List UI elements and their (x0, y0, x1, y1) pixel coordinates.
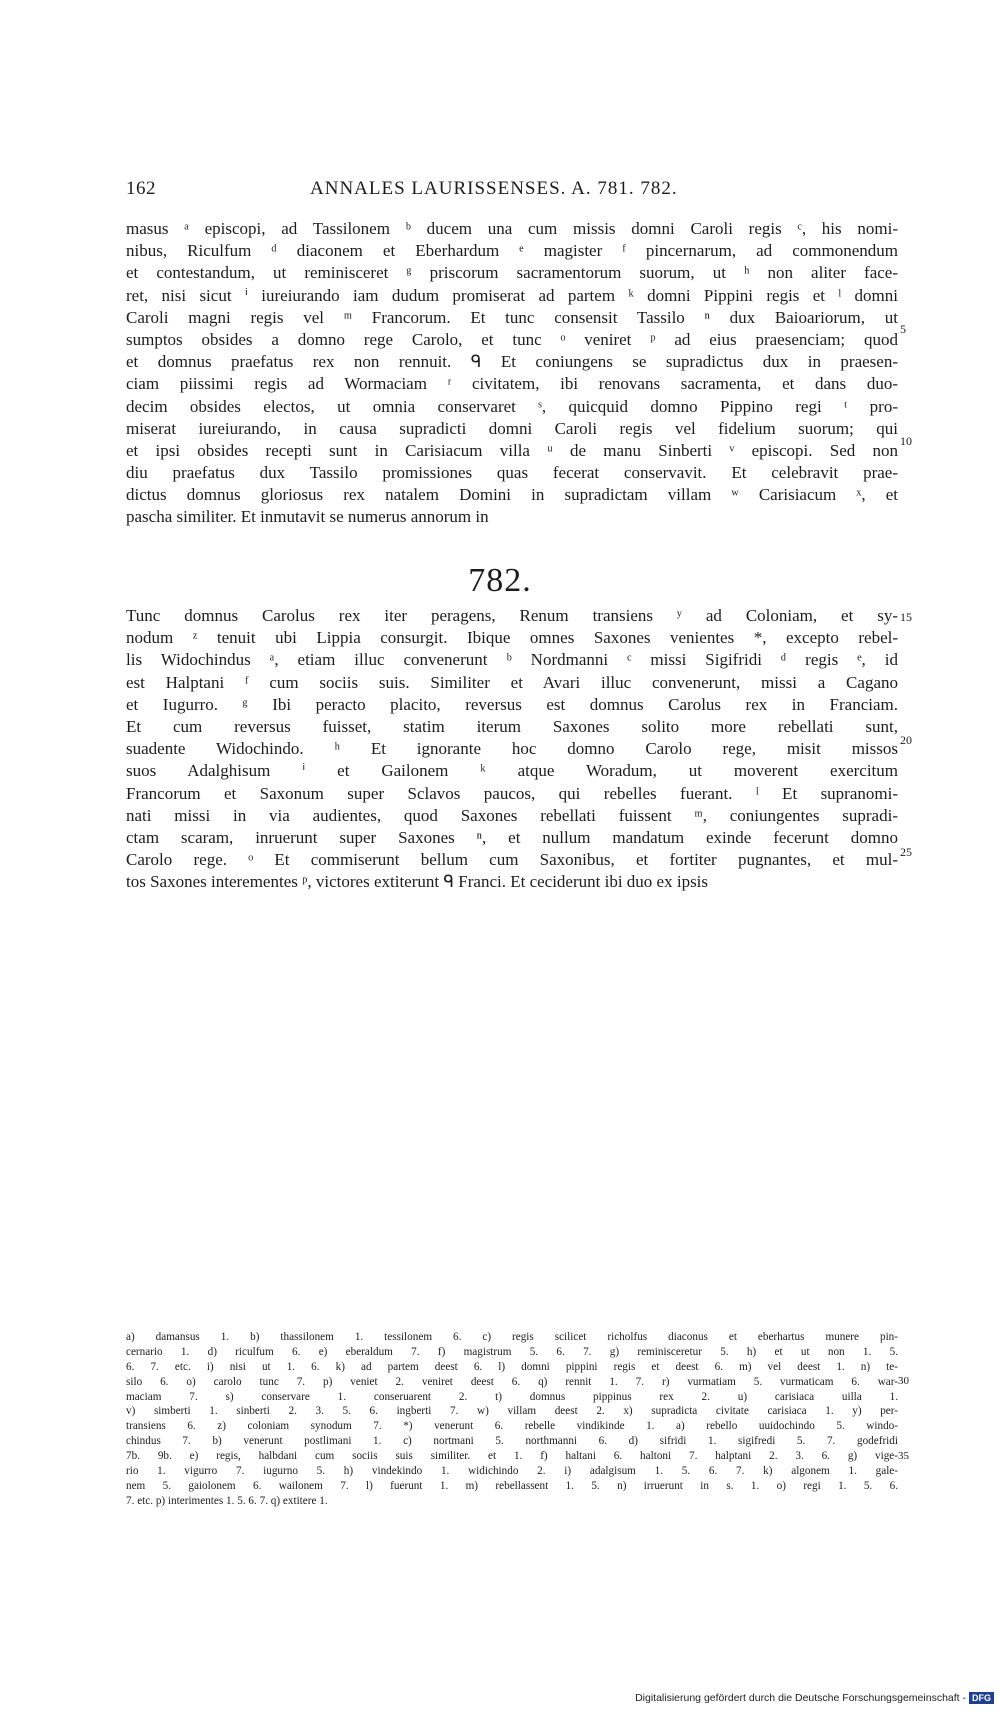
sec781-line (126, 373, 898, 395)
line-text: Et cum reversus fuisset, statim iterum Saxones solito more rebellati sunt, (126, 716, 898, 736)
line-text: suos Adalghisum ⁱ et Gailonem ᵏ atque Woradum, ut moverent exercitum (126, 761, 898, 781)
sec781-line (126, 329, 898, 351)
line-text: et contestandum, ut reminisceret ᵍ priscorum sacramentorum suorum, ut ʰ non aliter face- (126, 263, 898, 283)
line-text: silo 6. o) carolo tunc 7. p) veniet 2. veniret deest 6. q) rennit 1. 7. r) vurmatiam 5. vurmaticam 6. war- (126, 1375, 898, 1388)
line-text: est Halptani ᶠ cum sociis suis. Similiter et Avari illuc convenerunt, missi a Cagano (126, 672, 898, 692)
sec781-line (126, 285, 898, 307)
sec781-line (126, 307, 898, 329)
line-text: chindus 7. b) venerunt postlimani 1. c) nortmani 5. northmanni 6. d) sifridi 1. sigifredi 5. 7. godefridi (126, 1435, 898, 1448)
footer-credit-text: Digitalisierung gefördert durch die Deutsche Forschungsgemeinschaft - (635, 1692, 966, 1704)
line-text: 7b. 9b. e) regis, halbdani cum sociis suis similiter. et 1. f) haltani 6. haltoni 7. halptani 2. 3. 6. g) vige- (126, 1450, 898, 1463)
sec781-line (126, 462, 898, 484)
line-text: v) simberti 1. sinberti 2. 3. 5. 6. ingberti 7. w) villam deest 2. x) supradicta civitate carisiaca 1. y) per- (126, 1405, 898, 1418)
digitization-footer (0, 1692, 994, 1710)
sec781-line (126, 351, 898, 373)
notes-line (126, 1434, 898, 1449)
notes-line (126, 1464, 898, 1479)
line-text: lis Widochindus ᵃ, etiam illuc convenerunt ᵇ Nordmanni ᶜ missi Sigifridi ᵈ regis ᵉ, id (126, 650, 898, 670)
line-text: nati missi in via audientes, quod Saxones rebellati fuissent ᵐ, coniungentes supradi- (126, 805, 898, 825)
line-text: sumptos obsides a domno rege Carolo, et tunc ᵒ veniret ᵖ ad eius praesenciam; quod (126, 329, 898, 349)
sec782-line (126, 716, 898, 738)
line-text: Tunc domnus Carolus rex iter peragens, Renum transiens ʸ ad Coloniam, et sy- (126, 606, 898, 625)
notes-line (126, 1375, 898, 1390)
line-text: et ipsi obsides recepti sunt in Carisiacum villa ᵘ de manu Sinberti ᵛ episcopi. Sed non (126, 440, 898, 460)
line-text: dictus domnus gloriosus rex natalem Domini in supradictam villam ʷ Carisiacum ˣ, et (126, 485, 898, 505)
page-number: 162 (126, 178, 156, 199)
line-text: Caroli magni regis vel ᵐ Francorum. Et tunc consensit Tassilo ⁿ dux Baioariorum, ut (126, 307, 898, 327)
line-text: nem 5. gaiolonem 6. wailonem 7. l) fuerunt 1. m) rebellassent 1. 5. n) irruerunt in s. 1. o) regi 1. 5. 6. (126, 1479, 898, 1492)
footnotes-block (126, 1330, 898, 1509)
notes-line (126, 1390, 898, 1405)
sec782-line (126, 605, 898, 627)
sec782-line (126, 738, 898, 760)
line-number-25: 25 (900, 845, 912, 859)
line-number-15: 15 (900, 610, 912, 624)
line-text: Carolo rege. ᵒ Et commiserunt bellum cum Saxonibus, et fortiter pugnantes, et mul- (126, 850, 898, 870)
line-text: 7. etc. p) interimentes 1. 5. 6. 7. q) extitere 1. (126, 1494, 328, 1507)
sec782-line (126, 627, 898, 649)
line-text: et domnus praefatus rex non rennuit. ᑫ Et coniungens se supradictus dux in praesen- (126, 352, 898, 372)
line-text: masus ᵃ episcopi, ad Tassilonem ᵇ ducem una cum missis domni Caroli regis ᶜ, his nomi- (126, 219, 898, 238)
notes-line (126, 1345, 898, 1360)
running-header (126, 178, 898, 204)
sec782-line (126, 694, 898, 716)
text-block-782 (126, 605, 898, 893)
dfg-logo: DFG (969, 1692, 994, 1704)
line-text: rio 1. vigurro 7. iugurno 5. h) vindekindo 1. widichindo 2. i) adalgisum 1. 5. 6. 7. k) algonem 1. gale- (126, 1465, 898, 1478)
line-text: 6. 7. etc. i) nisi ut 1. 6. k) ad partem deest 6. l) domni pippini regis et deest 6. m) vel deest 1. n) te- (126, 1360, 898, 1373)
sec781-line (126, 240, 898, 262)
line-text: diu praefatus dux Tassilo promissiones quas fecerat conservavit. Et celebravit prae- (126, 463, 898, 483)
line-text: transiens 6. z) coloniam synodum 7. *) venerunt 6. rebelle vindikinde 1. a) rebello uuidochindo 5. windo- (126, 1420, 898, 1433)
line-text: pascha similiter. Et inmutavit se numerus annorum in (126, 507, 489, 527)
line-text: ctam scaram, inruerunt super Saxones ⁿ, et nullum mandatum exinde fecerunt domno (126, 827, 898, 847)
notes-line (126, 1479, 898, 1494)
sec782-line (126, 871, 898, 893)
footnote-line-number-35: 35 (898, 1450, 909, 1462)
notes-line (126, 1404, 898, 1419)
sec781-line (126, 218, 898, 240)
running-title: ANNALES LAURISSENSES. A. 781. 782. (310, 178, 678, 199)
line-text: et Iugurro. ᵍ Ibi peracto placito, reversus est domnus Carolus rex in Franciam. (126, 694, 898, 714)
year-heading-782: 782. (468, 562, 532, 599)
sec781-line (126, 396, 898, 418)
sec781-line (126, 440, 898, 462)
line-text: Francorum et Saxonum super Sclavos paucos, qui rebelles fuerant. ˡ Et supranomi- (126, 783, 898, 803)
line-text: a) damansus 1. b) thassilonem 1. tessilonem 6. c) regis scilicet richolfus diaconus et eberhartus munere pin- (126, 1331, 898, 1343)
sec782-line (126, 827, 898, 849)
line-number-5: 5 (900, 322, 906, 336)
notes-line (126, 1494, 898, 1509)
sec782-line (126, 805, 898, 827)
sec781-line (126, 484, 898, 506)
line-text: maciam 7. s) conservare 1. conseruarent 2. t) domnus pippinus rex 2. u) carisiaca uilla 1. (126, 1390, 898, 1403)
notes-line (126, 1330, 898, 1345)
notes-line (126, 1360, 898, 1375)
sec781-line (126, 506, 898, 528)
line-text: ciam piissimi regis ad Wormaciam ʳ civitatem, ibi renovans sacramenta, et dans duo- (126, 374, 898, 394)
sec781-line (126, 262, 898, 284)
line-number-10: 10 (900, 434, 912, 448)
footnote-line-number-30: 30 (898, 1375, 909, 1387)
sec781-line (126, 418, 898, 440)
line-text: nodum ᶻ tenuit ubi Lippia consurgit. Ibique omnes Saxones venientes *, excepto rebel- (126, 628, 898, 648)
text-block-781 (126, 218, 898, 529)
line-text: tos Saxones interementes ᵖ, victores extiterunt ᑫ Franci. Et ceciderunt ibi duo ex ipsis (126, 872, 709, 892)
line-text: ret, nisi sicut ⁱ iureiurando iam dudum promiserat ad partem ᵏ domni Pippini regis et ˡ domni (126, 285, 898, 305)
notes-line (126, 1449, 898, 1464)
sec782-line (126, 649, 898, 671)
line-text: decim obsides electos, ut omnia conservaret ˢ, quicquid domno Pippino regi ᵗ pro- (126, 396, 898, 416)
notes-line (126, 1419, 898, 1434)
sec782-line (126, 849, 898, 871)
line-text: cernario 1. d) riculfum 6. e) eberaldum 7. f) magistrum 5. 6. 7. g) reminisceretur 5. h) et ut non 1. 5. (126, 1345, 898, 1358)
sec782-line (126, 760, 898, 782)
sec782-line (126, 783, 898, 805)
line-text: miserat iureiurando, in causa supradicti domni Caroli regis vel fidelium suorum; qui (126, 418, 898, 438)
sec782-line (126, 672, 898, 694)
line-number-20: 20 (900, 733, 912, 747)
line-text: nibus, Riculfum ᵈ diaconem et Eberhardum ᵉ magister ᶠ pincernarum, ad commonendum (126, 241, 898, 261)
line-text: suadente Widochindo. ʰ Et ignorante hoc domno Carolo rege, misit missos (126, 739, 898, 759)
